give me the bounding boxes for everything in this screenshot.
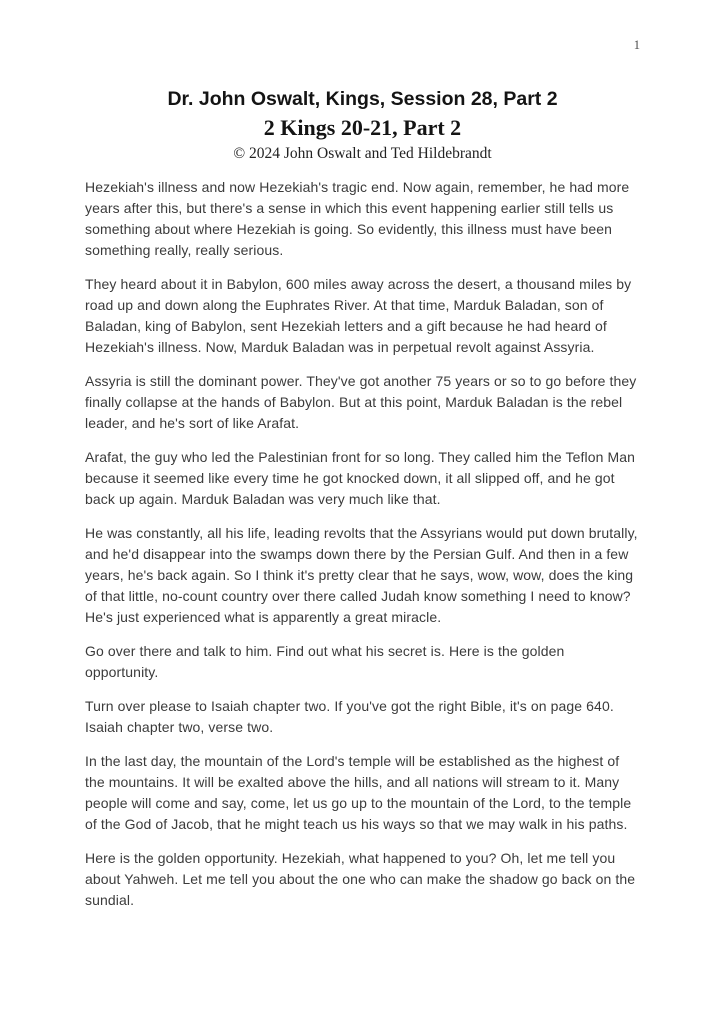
document-header [85, 86, 640, 164]
paragraph: He was constantly, all his life, leading revolts that the Assyrians would put down brutally, and he'd disappear into the swamps down there by the Persian Gulf. And then in a few years, he's back again. So I think it's pretty clear that he says, wow, wow, does the king of that little, no-count country over there called Judah know something I need to know? He's just experienced what is apparently a great miracle. [85, 525, 638, 625]
paragraph: Here is the golden opportunity. Hezekiah, what happened to you? Oh, let me tell you about Yahweh. Let me tell you about the one who can make the shadow go back on the sundial. [85, 850, 636, 908]
paragraph: Assyria is still the dominant power. They've got another 75 years or so to go before they finally collapse at the hands of Babylon. But at this point, Marduk Baladan is the rebel leader, and he's sort of like Arafat. [85, 373, 637, 431]
paragraph: Arafat, the guy who led the Palestinian front for so long. They called him the Teflon Man because it seemed like every time he got knocked down, it all slipped off, and he got back up again. Marduk Baladan was very much like that. [85, 449, 636, 507]
paragraph: Go over there and talk to him. Find out what his secret is. Here is the golden opportunity. [85, 643, 565, 680]
paragraph: Turn over please to Isaiah chapter two. If you've got the right Bible, it's on page 640. Isaiah chapter two, verse two. [85, 698, 614, 735]
title-line-2: 2 Kings 20-21, Part 2 [263, 115, 462, 140]
document-body [85, 177, 641, 911]
paragraph: Hezekiah's illness and now Hezekiah's tragic end. Now again, remember, he had more years after this, but there's a sense in which this event happening earlier still tells us something about where Hezekiah is going. So evidently, this illness must have been something really, really serious. [85, 179, 630, 258]
copyright-line: © 2024 John Oswalt and Ted Hildebrandt [233, 145, 492, 162]
paragraph: In the last day, the mountain of the Lord's temple will be established as the highest of the mountains. It will be exalted above the hills, and all nations will stream to it. Many people will come and say, come, let us go up to the mountain of the Lord, to the temple of the God of Jacob, that he might teach us his ways so that we may walk in his paths. [85, 753, 632, 832]
paragraph: They heard about it in Babylon, 600 miles away across the desert, a thousand miles by road up and down along the Euphrates River. At that time, Marduk Baladan, son of Baladan, king of Babylon, sent Hezekiah letters and a gift because he had heard of Hezekiah's illness. Now, Marduk Baladan was in perpetual revolt against Assyria. [85, 276, 632, 355]
page-number: 1 [633, 38, 640, 52]
title-line-1: Dr. John Oswalt, Kings, Session 28, Part 2 [167, 88, 558, 110]
